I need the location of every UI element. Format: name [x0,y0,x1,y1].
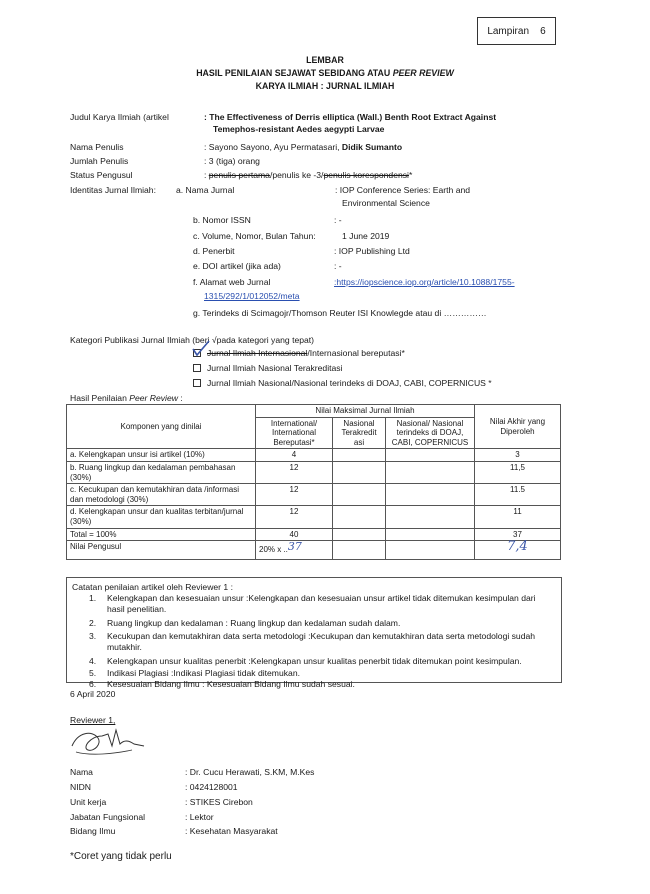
nama-jurnal-label: a. Nama Jurnal [176,185,235,195]
catatan-item-number: 1. [89,593,97,603]
judul-label: Judul Karya Ilmiah (artikel [70,112,169,122]
pengusul-formula: 20% x .. [259,545,288,555]
table-row [67,484,561,506]
total-label: Total = 100% [67,528,256,541]
penulis-bold: Didik Sumanto [341,142,403,152]
score-table [66,404,561,560]
table-row [67,506,561,528]
catatan-item-text: Indikasi Plagiasi :Indikasi Plagiasi tidak ditemukan. [107,668,300,678]
catatan-item-text: Kelengkapan unsur kualitas penerbit :Kelengkapan unsur kualitas penerbit tidak ditemukan point kesimpulan. [107,656,522,666]
web-link-1[interactable]: :https://iopscience.iop.org/article/10.1088/1755- [334,277,515,287]
pengusul-handwritten: 37 [287,540,302,554]
row-max: 12 [256,461,333,483]
catatan-box [66,577,562,689]
issn-value: : - [334,215,342,225]
header-line2 [0,68,650,78]
row-label: a. Kelengkapan unsur isi artikel (10%) [67,449,256,462]
catatan-title: Catatan penilaian artikel oleh Reviewer 1 : [72,582,233,592]
kategori-opt3: Jurnal Ilmiah Nasional/Nasional terindeks di DOAJ, CABI, COPERNICUS * [207,378,492,388]
kategori-title: Kategori Publikasi Jurnal Ilmiah (beri √pada kategori yang tepat) [70,335,315,345]
volume-label: c. Volume, Nomor, Bulan Tahun: [193,231,316,241]
signature-image [68,722,148,762]
kategori-opt2: Jurnal Ilmiah Nasional Terakreditasi [207,363,343,373]
pengusul-final-cell [475,541,561,560]
row-label: d. Kelengkapan unsur dan kualitas terbitan/jurnal (30%) [67,506,256,528]
catatan-item-text: Kelengkapan dan kesesuaian unsur :Kelengkapan dan kesesuaian unsur artikel tidak ditemukan kesimpulan dari [107,593,536,603]
checkbox-nasional-terakreditasi[interactable] [193,364,201,372]
pengusul-formula-cell [256,541,333,560]
pengusul-label: Nilai Pengusul [67,541,256,560]
terindeks-label: g. Terindeks di Scimagojr/Thomson Reuter ISI Knowlegde atau di …………… [193,308,487,318]
header-line2-italic: PEER REVIEW [392,68,454,78]
nilai-header: Nilai Maksimal Jurnal Ilmiah [256,405,475,418]
pengusul-final: 7,4 [507,539,528,555]
nidn-value: : 0424128001 [185,782,238,792]
kategori-opt1-struck: Jurnal Ilmiah Internasional [207,348,308,358]
issn-label: b. Nomor ISSN [193,215,251,225]
catatan-item-number: 5. [89,668,97,678]
catatan-item-text-cont: hasil penelitian. [107,604,167,614]
total-max: 40 [256,528,333,541]
web-link-2[interactable]: 1315/292/1/012052/meta [204,291,300,301]
catatan-item-text: Ruang lingkup dan kedalaman : Ruang lingkup dan kedalaman sudah dalam. [107,618,401,628]
catatan-item-text: Kecukupan dan kemutakhiran data serta metodologi :Kecukupan dan kemutakhiran data serta metodologi sudah [107,631,536,641]
judul-value-1: : The Effectiveness of Derris elliptica (Wall.) Benth Root Extract Against [204,112,497,122]
lampiran-label: Lampiran 6 [487,25,546,37]
footnote: *Coret yang tidak perlu [70,851,172,862]
status-label: Status Pengusul [70,170,133,180]
status-selected: /penulis ke -3/ [269,170,324,180]
checkbox-nasional-terindeks[interactable] [193,379,201,387]
catatan-item-number: 6. [89,679,97,689]
lampiran-box [477,17,556,45]
komponen-header: Komponen yang dinilai [67,405,256,449]
catatan-item-number: 3. [89,631,97,641]
nama-value: : Dr. Cucu Herawati, S.KM, M.Kes [185,767,315,777]
hasil-label-italic: Peer Review [129,393,178,403]
status-star: * [408,170,413,180]
volume-value: 1 June 2019 [342,231,390,241]
catatan-item-number: 4. [89,656,97,666]
nidn-label: NIDN [70,782,92,792]
status-struck-1: penulis pertama [208,170,270,180]
col-nasional-terindeks: Nasional/ Nasional terindeks di DOAJ, CABI, COPERNICUS [386,417,475,449]
total-akhir: 37 [475,528,561,541]
doi-value: : - [334,261,342,271]
web-label: f. Alamat web Jurnal [193,277,271,287]
unit-label: Unit kerja [70,797,107,807]
jumlah-value: : 3 (tiga) orang [204,156,260,166]
jabatan-value: : Lektor [185,812,214,822]
identitas-label: Identitas Jurnal Ilmiah: [70,185,156,195]
catatan-item-text: Kesesuaian Bidang Ilmu : Kesesuaian Bidang Ilmu sudah sesuai. [107,679,355,689]
nama-label: Nama [70,767,93,777]
kategori-opt1 [207,348,405,358]
catatan-item-text-cont: mutakhir. [107,642,142,652]
penerbit-value: : IOP Publishing Ltd [334,246,410,256]
pengusul-row [67,541,561,560]
nama-jurnal-value-1: : IOP Conference Series: Earth and [335,185,471,195]
date: 6 April 2020 [70,689,116,699]
header-line1: LEMBAR [306,55,344,65]
catatan-item-number: 2. [89,618,97,628]
status-struck-2: penulis korespondensi [323,170,409,180]
header-line3: KARYA ILMIAH : JURNAL ILMIAH [255,81,395,91]
row-label: b. Ruang lingkup dan kedalaman pembahasan (30%) [67,461,256,483]
judul-value-2: Temephos-resistant Aedes aegypti Larvae [213,124,385,134]
akhir-header: Nilai Akhir yang Diperoleh [475,405,561,449]
bidang-value: : Kesehatan Masyarakat [185,826,278,836]
reviewer-title: Reviewer 1, [70,715,116,725]
jabatan-label: Jabatan Fungsional [70,812,146,822]
nama-jurnal-value-2: Environmental Science [342,198,430,208]
row-akhir: 11 [475,506,561,528]
total-row [67,528,561,541]
row-max: 4 [256,449,333,462]
bidang-label: Bidang Ilmu [70,826,116,836]
col-internasional: International/ International Bereputasi* [256,417,333,449]
penerbit-label: d. Penerbit [193,246,235,256]
doi-label: e. DOI artikel (jika ada) [193,261,281,271]
penulis-names: : Sayono Sayono, Ayu Permatasari, [204,142,342,152]
kategori-opt1-rest: /Internasional bereputasi* [307,348,405,358]
row-akhir: 3 [475,449,561,462]
row-akhir: 11.5 [475,484,561,506]
penulis-value [204,142,402,152]
status-value [204,170,412,180]
row-max: 12 [256,506,333,528]
header-line2-text: HASIL PENILAIAN SEJAWAT SEBIDANG ATAU [196,68,393,78]
row-label: c. Kecukupan dan kemutakhiran data /informasi dan metodologi (30%) [67,484,256,506]
row-akhir: 11,5 [475,461,561,483]
hasil-label-colon: : [177,393,183,403]
hasil-label [70,393,183,403]
jumlah-label: Jumlah Penulis [70,156,129,166]
hasil-label-text: Hasil Penilaian [70,393,130,403]
unit-value: : STIKES Cirebon [185,797,253,807]
row-max: 12 [256,484,333,506]
table-row [67,449,561,462]
penulis-label: Nama Penulis [70,142,124,152]
table-header-row [67,405,561,418]
table-row [67,461,561,483]
status-colon: : [204,170,209,180]
col-nasional-terakreditasi: Nasional Terakredit asi [333,417,386,449]
